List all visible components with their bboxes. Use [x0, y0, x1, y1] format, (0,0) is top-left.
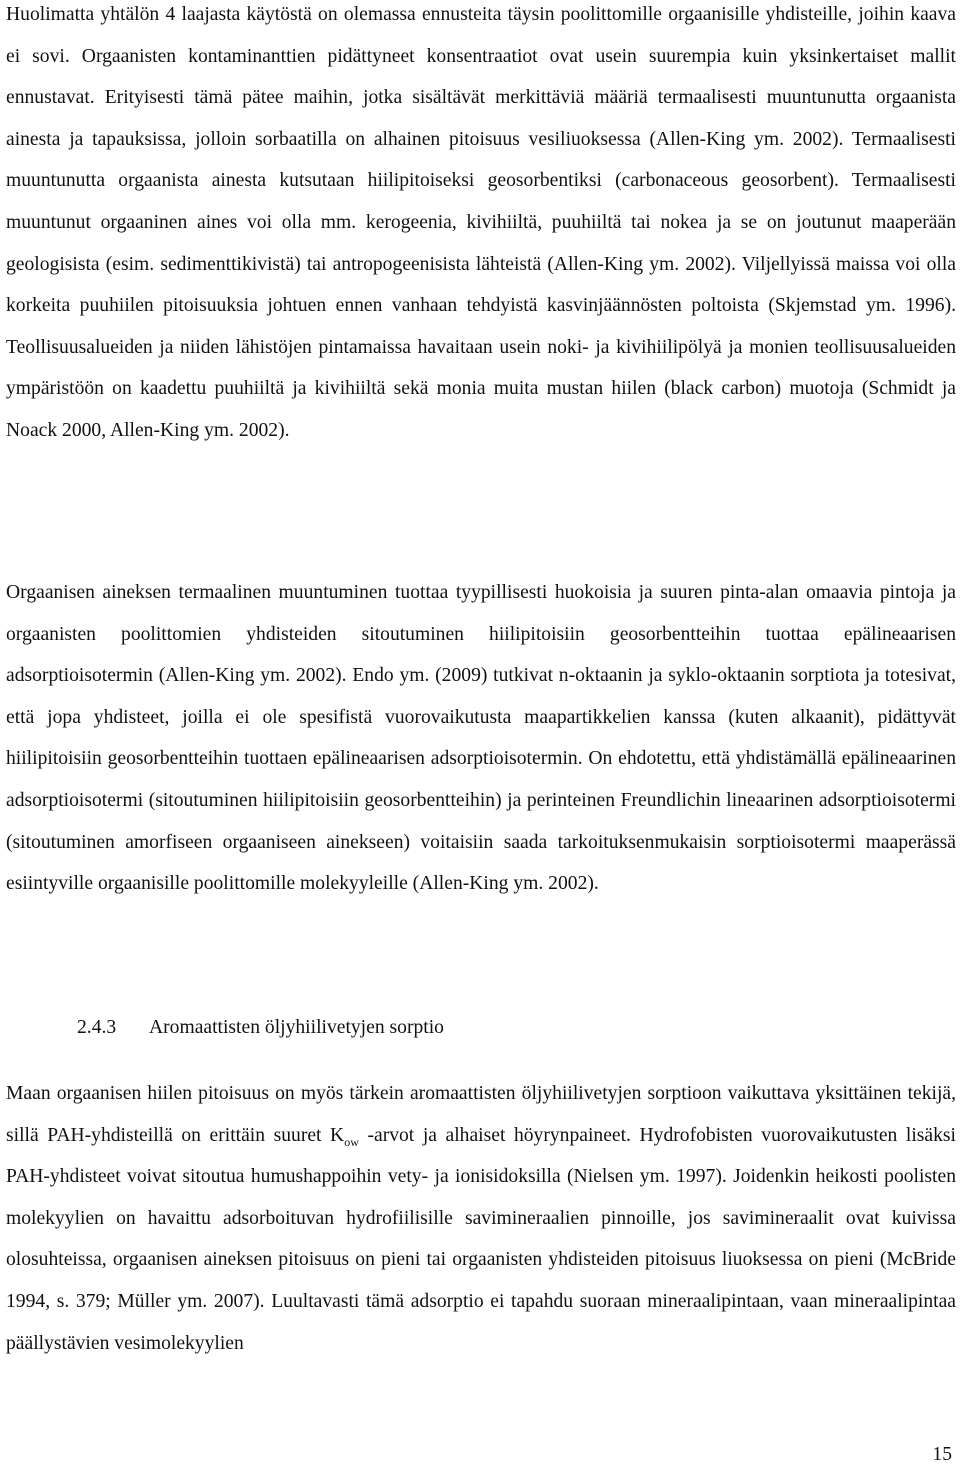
- paragraph-text-part-2: -arvot ja alhaiset höyrynpaineet. Hydrofobisten vuorovaikutusten lisäksi PAH-yhdisteet voivat sitoutua humushappoihin vety- ja ionisidoksilla (Nielsen ym. 1997). Joidenkin heikosti poolisten molekyylien on havaittu adsorboituvan hydrofiilisille savimineraalien pinnoille, jos savimineraalit ovat kuivissa olosuhteissa, orgaanisen aineksen pitoisuus on pieni tai orgaanisten yhdisteiden pitoisuus liuoksessa on pieni (McBride 1994, s. 379; Müller ym. 2007). Luultavasti tämä adsorptio ei tapahdu suoraan mineraalipintaan, vaan mineraalipintaa päällystävien vesimolekyylien: [6, 1124, 956, 1354]
- section-title: Aromaattisten öljyhiilivetyjen sorptio: [149, 1017, 444, 1038]
- section-number: 2.4.3: [77, 1017, 117, 1038]
- section-heading: [77, 1014, 444, 1042]
- page-number: 15: [932, 1444, 952, 1465]
- paragraph-text: Orgaanisen aineksen termaalinen muuntuminen tuottaa tyypillisesti huokoisia ja suuren pinta-alan omaavia pintoja ja orgaanisten poolittomien yhdisteiden sitoutuminen hiilipitoisiin geosorbentteihin tuottaa epälineaarisen adsorptioisotermin (Allen-King ym. 2002). Endo ym. (2009) tutkivat n-oktaanin ja syklo-oktaanin sorptiota ja totesivat, että jopa yhdisteet, joilla ei ole spesifistä vuorovaikutusta maapartikkelien kanssa (kuten alkaanit), pidättyvät hiilipitoisiin geosorbentteihin tuottaen epälineaarisen adsorptioisotermin. On ehdotettu, että yhdistämällä epälineaarinen adsorptioisotermi (sitoutuminen hiilipitoisiin geosorbentteihin) ja perinteinen Freundlichin lineaarinen adsorptioisotermi (sitoutuminen amorfiseen orgaaniseen ainekseen) voitaisiin saada tarkoituksenmukaisin sorptioisotermi maaperässä esiintyville orgaanisille poolittomille molekyyleille (Allen-King ym. 2002).: [6, 582, 956, 895]
- paragraph-pah-sorption: [6, 1073, 956, 1364]
- paragraph-thermally-altered-organic-matter: [6, 0, 956, 452]
- kow-subscript: ow: [344, 1134, 359, 1149]
- paragraph-text: Huolimatta yhtälön 4 laajasta käytöstä on olemassa ennusteita täysin poolittomille orgaanisille yhdisteille, joihin kaava ei sovi. Orgaanisten kontaminanttien pidättyneet konsentraatiot ovat usein suurempia kuin yksinkertaiset mallit ennustavat. Erityisesti tämä pätee maihin, jotka sisältävät merkittäviä määriä termaalisesti muuntunutta orgaanista ainesta ja tapauksissa, jolloin sorbaatilla on alhainen pitoisuus vesiliuoksessa (Allen-King ym. 2002). Termaalisesti muuntunutta orgaanista ainesta kutsutaan hiilipitoiseksi geosorbentiksi (carbonaceous geosorbent). Termaalisesti muuntunut orgaaninen aines voi olla mm. kerogeenia, kivihiiltä, puuhiiltä tai nokea ja se on joutunut maaperään geologisista (esim. sedimenttikivistä) tai antropogeenisista lähteistä (Allen-King ym. 2002). Viljellyissä maissa voi olla korkeita puuhiilen pitoisuuksia johtuen ennen vanhaan tehdyistä kasvinjäännösten poltoista (Skjemstad ym. 1996). Teollisuusalueiden ja niiden lähistöjen pintamaissa havaitaan usein noki- ja kivihiilipölyä ja monien teollisuusalueiden ympäristöön on kaadettu puuhiiltä ja kivihiiltä sekä monia muita mustan hiilen (black carbon) muotoja (Schmidt ja Noack 2000, Allen-King ym. 2002).: [6, 4, 956, 441]
- paragraph-nonlinear-adsorption: [6, 572, 956, 905]
- paragraph-text-part-1: Maan orgaanisen hiilen pitoisuus on myös tärkein aromaattisten öljyhiilivetyjen sorptioon vaikuttava yksittäinen tekijä, sillä PAH-yhdisteillä on erittäin suuret K: [6, 1083, 956, 1146]
